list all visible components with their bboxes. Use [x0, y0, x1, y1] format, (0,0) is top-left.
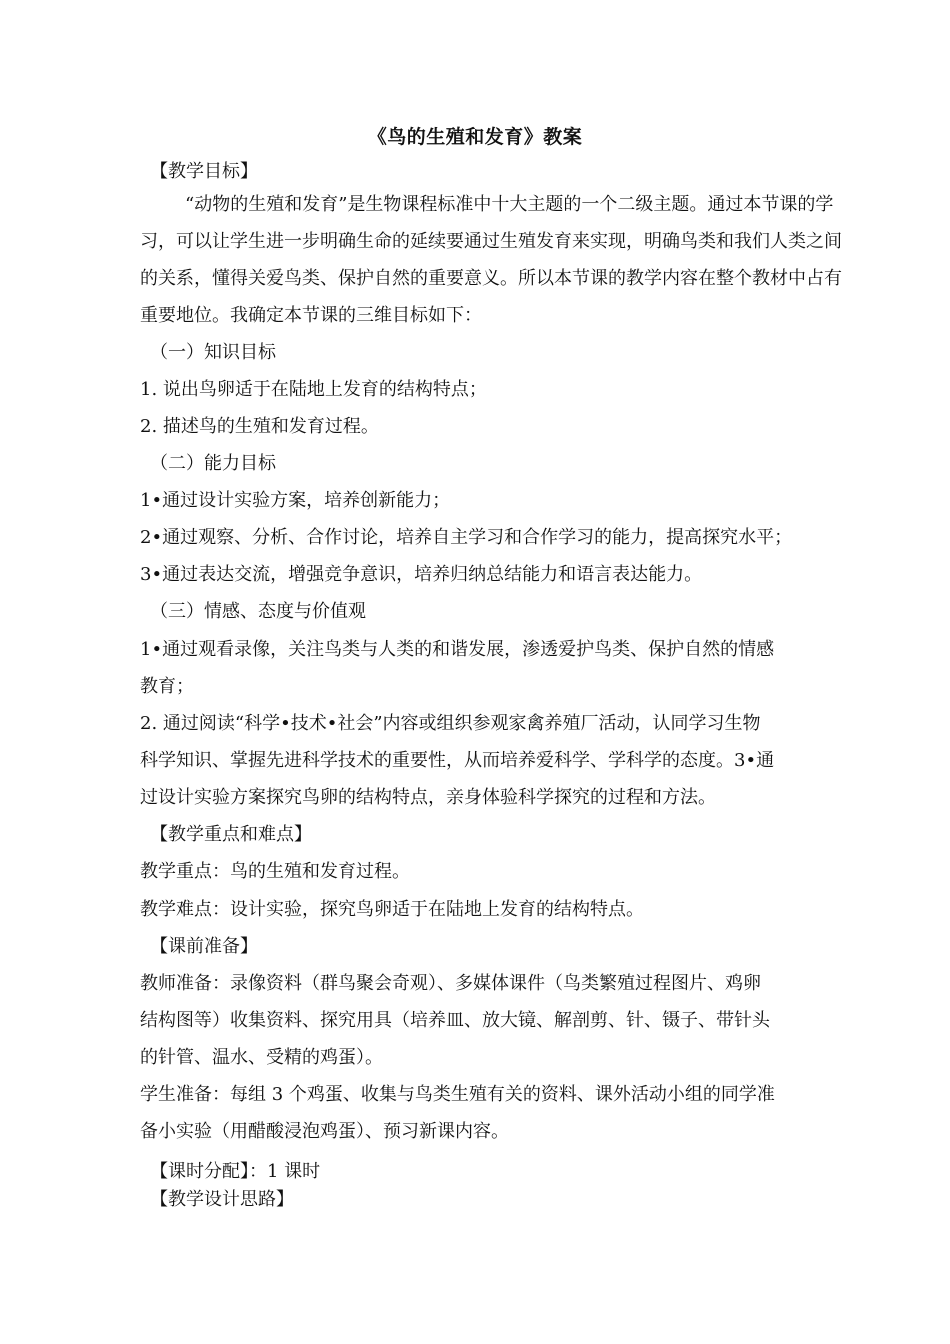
list-item: 3•通过表达交流，增强竞争意识，培养归纳总结能力和语言表达能力。 [140, 564, 703, 585]
paragraph-line: 结构图等）收集资料、探究用具（培养皿、放大镜、解剖剪、针、镊子、带针头 [140, 1010, 770, 1031]
subheading-knowledge: （一）知识目标 [150, 342, 276, 363]
list-item: 1•通过设计实验方案，培养创新能力； [140, 490, 451, 511]
paragraph-line: 教学重点：鸟的生殖和发育过程。 [140, 861, 410, 882]
document-title: 《鸟的生殖和发育》教案 [367, 126, 583, 148]
section-heading-objectives: 【教学目标】 [150, 161, 258, 182]
paragraph-line: 的关系，懂得关爱鸟类、保护自然的重要意义。所以本节课的教学内容在整个教材中占有 [140, 268, 842, 289]
paragraph-line: 习，可以让学生进一步明确生命的延续要通过生殖发育来实现，明确鸟类和我们人类之间 [140, 231, 842, 252]
section-heading-schedule: 【课时分配】：1 课时 [150, 1161, 321, 1182]
section-heading-preparation: 【课前准备】 [150, 936, 258, 957]
paragraph-line: “动物的生殖和发育”是生物课程标准中十大主题的一个二级主题。通过本节课的学 [185, 194, 834, 215]
paragraph-line: 学生准备：每组 3 个鸡蛋、收集与鸟类生殖有关的资料、课外活动小组的同学准 [140, 1084, 775, 1105]
paragraph-line: 教师准备：录像资料（群鸟聚会奇观）、多媒体课件（鸟类繁殖过程图片、鸡卵 [140, 973, 761, 994]
paragraph-line: 教学难点：设计实验，探究鸟卵适于在陆地上发育的结构特点。 [140, 899, 644, 920]
list-item-continued: 教育； [140, 676, 194, 697]
list-item: 2•通过观察、分析、合作讨论，培养自主学习和合作学习的能力，提高探究水平； [140, 527, 793, 548]
subheading-emotion: （三）情感、态度与价值观 [150, 601, 366, 622]
section-heading-key-points: 【教学重点和难点】 [150, 824, 312, 845]
paragraph-line: 重要地位。我确定本节课的三维目标如下： [140, 305, 482, 326]
list-item-continued: 科学知识、掌握先进科学技术的重要性，从而培养爱科学、学科学的态度。3•通 [140, 750, 775, 771]
list-item: 1•通过观看录像，关注鸟类与人类的和谐发展，渗透爱护鸟类、保护自然的情感 [140, 639, 775, 660]
subheading-ability: （二）能力目标 [150, 453, 276, 474]
paragraph-line: 的针管、温水、受精的鸡蛋）。 [140, 1047, 383, 1068]
list-item: 2. 通过阅读“科学•技术•社会”内容或组织参观家禽养殖厂活动，认同学习生物 [140, 713, 761, 734]
list-item-continued: 过设计实验方案探究鸟卵的结构特点，亲身体验科学探究的过程和方法。 [140, 787, 716, 808]
section-heading-design: 【教学设计思路】 [150, 1189, 294, 1210]
paragraph-line: 备小实验（用醋酸浸泡鸡蛋）、预习新课内容。 [140, 1121, 509, 1142]
list-item: 2. 描述鸟的生殖和发育过程。 [140, 416, 379, 437]
list-item: 1. 说出鸟卵适于在陆地上发育的结构特点； [140, 379, 487, 400]
